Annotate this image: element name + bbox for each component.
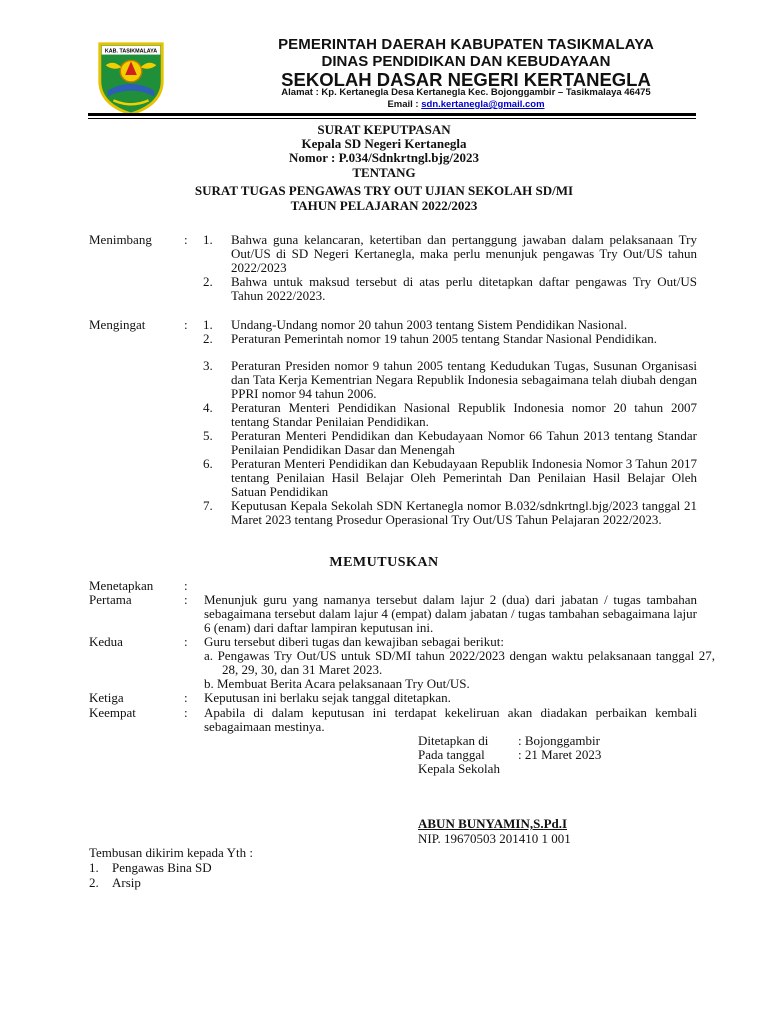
letterhead-address: Alamat : Kp. Kertanegla Desa Kertanegla Kec. Bojonggambir – Tasikmalaya 46475 (281, 87, 651, 98)
logo-text: KAB. TASIKMALAYA (104, 48, 158, 55)
mengingat-num-4: 4. (203, 400, 213, 415)
signer-name: ABUN BUNYAMIN,S.Pd.I (418, 816, 568, 831)
decision-heading: MEMUTUSKAN (329, 555, 439, 570)
email-link[interactable]: sdn.kertanegla@gmail.com (421, 99, 545, 110)
menimbang-item-1: Bahwa guna kelancaran, ketertiban dan pertanggung jawaban dalam pelaksanaan Try Out/US di SD Negeri Kertanegla, maka perlu menunjuk pengawas Try Out/US tahun 2022/2023 (231, 232, 697, 275)
doc-title: SURAT KEPUTPASAN (317, 122, 451, 137)
ketiga-colon: : (184, 690, 188, 705)
doc-subject: SURAT TUGAS PENGAWAS TRY OUT UJIAN SEKOLAH SD/MI (194, 183, 574, 198)
tembusan-item-2: Arsip (112, 875, 141, 890)
letterhead-email-line (178, 99, 754, 110)
ketiga-label: Ketiga (89, 690, 124, 705)
kedua-item-b: b. Membuat Berita Acara pelaksanaan Try Out/US. (204, 676, 470, 691)
sign-place-value: : Bojonggambir (518, 733, 600, 748)
sign-role: Kepala Sekolah (418, 761, 500, 776)
email-label: Email : (387, 99, 422, 110)
tembusan-num-2: 2. (89, 875, 99, 890)
mengingat-num-2: 2. (203, 331, 213, 346)
sign-place-label: Ditetapkan di (418, 733, 489, 748)
kabupaten-tasikmalaya-logo (92, 38, 170, 116)
ketiga-text: Keputusan ini berlaku sejak tanggal ditetapkan. (204, 690, 451, 705)
mengingat-num-6: 6. (203, 456, 213, 471)
kedua-colon: : (184, 634, 188, 649)
letterhead-rule-thick (88, 113, 696, 116)
mengingat-item-6: Peraturan Menteri Pendidikan dan Kebudayaan Republik Indonesia Nomor 3 Tahun 2017 tentang Penilaian Hasil Belajar Oleh Pemerintah Dan Penilaian Hasil Belajar Oleh Satuan Pendidikan (231, 456, 697, 499)
mengingat-item-1: Undang-Undang nomor 20 tahun 2003 tentang Sistem Pendidikan Nasional. (231, 317, 628, 332)
letterhead (0, 30, 768, 116)
tembusan-num-1: 1. (89, 860, 99, 875)
mengingat-item-5: Peraturan Menteri Pendidikan dan Kebudayaan Nomor 66 Tahun 2013 tentang Standar Penilaian Pendidikan Dasar dan Menengah (231, 428, 697, 457)
menimbang-num-2: 2. (203, 274, 213, 289)
letterhead-school: SEKOLAH DASAR NEGERI KERTANEGLA (281, 69, 651, 90)
menimbang-colon: : (184, 232, 188, 247)
mengingat-colon: : (184, 317, 188, 332)
sign-date-value: : 21 Maret 2023 (518, 747, 602, 762)
letterhead-rule-thin (88, 118, 696, 119)
mengingat-num-1: 1. (203, 317, 213, 332)
menimbang-num-1: 1. (203, 232, 213, 247)
keempat-text: Apabila di dalam keputusan ini terdapat kekeliruan akan diadakan perbaikan kembali sebagaimaan mestinya. (204, 705, 697, 734)
doc-issuer: Kepala SD Negeri Kertanegla (301, 136, 467, 151)
pertama-label: Pertama (89, 592, 132, 607)
doc-about: TENTANG (352, 165, 416, 180)
pertama-colon: : (184, 592, 188, 607)
kedua-item-a: a. Pengawas Try Out/US untuk SD/MI tahun 2022/2023 dengan waktu pelaksanaan tanggal 27, 28, 29, 30, dan 31 Maret 2023. (204, 648, 715, 677)
kedua-text: Guru tersebut diberi tugas dan kewajiban sebagai berikut: (204, 634, 504, 649)
pertama-text: Menunjuk guru yang namanya tersebut dalam lajur 2 (dua) dari jabatan / tugas tambahan sebagaimana tersebut dalam lajur 4 (empat) dalam jabatan / tugas tambahan sebagaimana lajur 6 (enam) dari daftar lampiran keputusan ini. (204, 592, 697, 635)
signer-nip: NIP. 19670503 201410 1 001 (418, 831, 571, 846)
mengingat-num-3: 3. (203, 358, 213, 373)
doc-number: Nomor : P.034/Sdnkrtngl.bjg/2023 (289, 150, 479, 165)
letterhead-government: PEMERINTAH DAERAH KABUPATEN TASIKMALAYA (278, 36, 654, 53)
mengingat-num-7: 7. (203, 498, 213, 513)
tembusan-item-1: Pengawas Bina SD (112, 860, 212, 875)
kedua-label: Kedua (89, 634, 123, 649)
tembusan-title: Tembusan dikirim kepada Yth : (89, 845, 253, 860)
menimbang-item-2: Bahwa untuk maksud tersebut di atas perlu ditetapkan daftar pengawas Try Out/US Tahun 2022/2023. (231, 274, 697, 303)
mengingat-item-3: Peraturan Presiden nomor 9 tahun 2005 tentang Kedudukan Tugas, Susunan Organisasi dan Tata Kerja Kementrian Negara Republik Indonesia sebagaimana telah diubah dengan PPRI nomor 94 tahun 2006. (231, 358, 697, 401)
sign-date-label: Pada tanggal (418, 747, 485, 762)
keempat-colon: : (184, 705, 188, 720)
letterhead-office: DINAS PENDIDIKAN DAN KEBUDAYAAN (321, 53, 611, 70)
mengingat-item-4: Peraturan Menteri Pendidikan Nasional Republik Indonesia nomor 20 tahun 2007 tentang Standar Penilaian Pendidikan. (231, 400, 697, 429)
mengingat-num-5: 5. (203, 428, 213, 443)
mengingat-label: Mengingat (89, 317, 146, 332)
menetapkan-label: Menetapkan (89, 578, 154, 593)
keempat-label: Keempat (89, 705, 136, 720)
menetapkan-colon: : (184, 578, 188, 593)
doc-year: TAHUN PELAJARAN 2022/2023 (290, 198, 478, 213)
mengingat-item-2: Peraturan Pemerintah nomor 19 tahun 2005 tentang Standar Nasional Pendidikan. (231, 331, 658, 346)
menimbang-label: Menimbang (89, 232, 152, 247)
mengingat-item-7: Keputusan Kepala Sekolah SDN Kertanegla nomor B.032/sdnkrtngl.bjg/2023 tanggal 21 Maret 2023 tentang Prosedur Operasional Try Out/US Tahun Pelajaran 2022/2023. (231, 498, 697, 527)
